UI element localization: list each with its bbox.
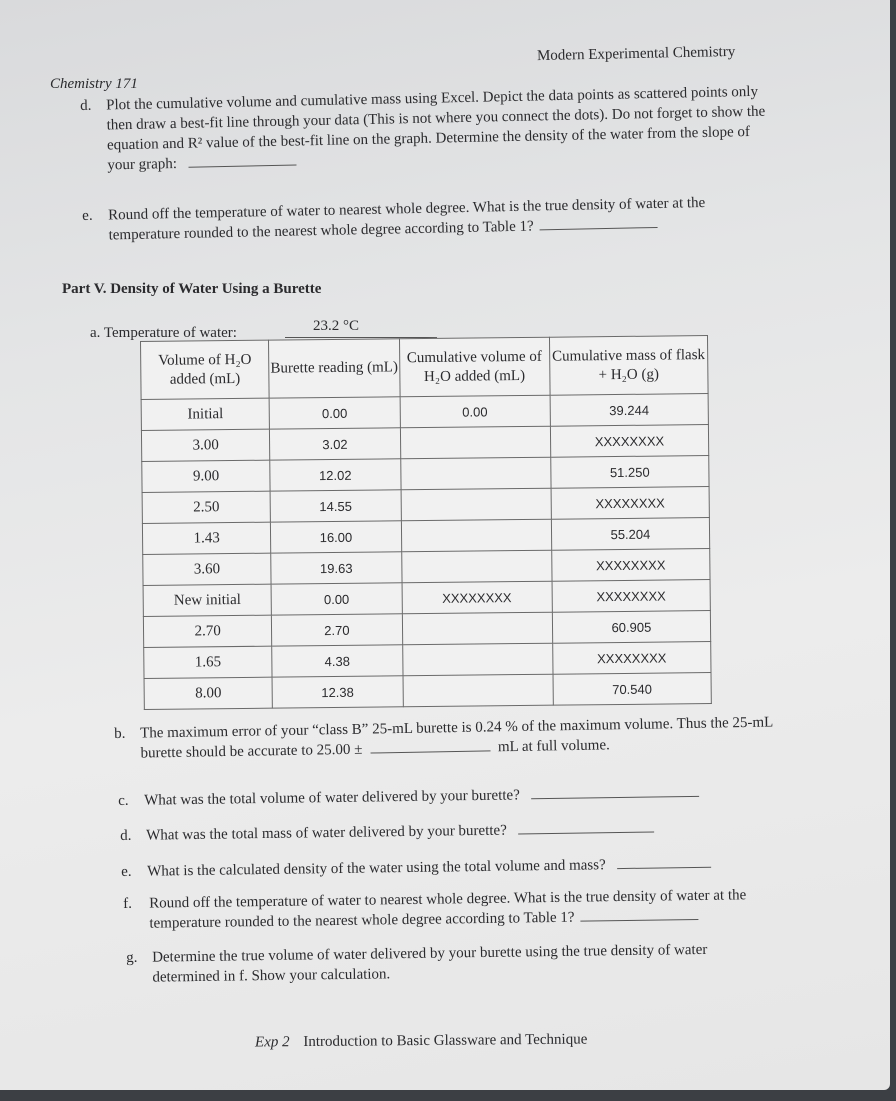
page-footer <box>255 1032 587 1052</box>
question-text-after: mL at full volume. <box>497 737 610 756</box>
cell-volume-added: 3.00 <box>141 429 270 461</box>
cell-volume-added: 9.00 <box>142 460 271 492</box>
cell-burette-reading: 14.55 <box>270 490 401 522</box>
question-text: The maximum error of your “class B” 25-mL burette is 0.24 % of the maximum volume. Thus the 25-mL burette should be accurate to 25.00 ± <box>140 714 773 762</box>
cell-cumulative-mass: 70.540 <box>553 673 712 706</box>
cell-volume-added: New initial <box>143 584 272 616</box>
cell-cumulative-mass: XXXXXXXX <box>550 425 709 458</box>
question-text: Determine the true volume of water delivered by your burette using the true density of water determined in f. Show your calculation. <box>152 941 708 986</box>
question-d <box>120 817 780 844</box>
cell-volume-added: Initial <box>141 398 270 430</box>
question-text: Round off the temperature of water to nearest whole degree. What is the true density of water at the temperature rounded to the nearest whole degree according to Table 1? <box>108 194 706 244</box>
cell-cumulative-mass: XXXXXXXX <box>552 580 711 613</box>
answer-blank[interactable] <box>617 855 711 869</box>
header-burette-reading: Burette reading (mL) <box>269 339 400 398</box>
cell-cumulative-mass: 39.244 <box>550 394 709 427</box>
cell-volume-added: 2.70 <box>143 615 272 647</box>
answer-blank[interactable] <box>580 907 698 922</box>
question-mark: c. <box>118 792 129 809</box>
cell-cumulative-volume[interactable] <box>402 612 553 645</box>
cell-cumulative-volume[interactable] <box>401 519 552 552</box>
cell-burette-reading: 0.00 <box>269 397 400 429</box>
question-mark: e. <box>82 207 93 224</box>
cell-volume-added: 1.43 <box>142 522 271 554</box>
question-d-top <box>80 82 770 174</box>
header-cumulative-mass: Cumulative mass of flask + H₂O (g) <box>549 336 708 396</box>
question-mark: b. <box>114 725 126 742</box>
cell-volume-added: 8.00 <box>144 677 273 709</box>
question-text: What was the total mass of water delivered by your burette? <box>146 822 507 844</box>
answer-blank[interactable] <box>518 820 654 835</box>
question-mark: g. <box>126 949 138 966</box>
question-e <box>121 853 781 880</box>
question-mark: e. <box>121 863 132 880</box>
cell-cumulative-volume[interactable] <box>402 643 553 676</box>
question-mark: f. <box>123 895 133 912</box>
question-f <box>123 885 773 932</box>
cell-burette-reading: 16.00 <box>271 521 402 553</box>
cell-burette-reading: 19.63 <box>271 552 402 584</box>
answer-blank[interactable] <box>531 784 699 799</box>
question-text: What was the total volume of water delivered by your burette? <box>144 787 520 809</box>
cell-burette-reading: 0.00 <box>271 583 402 615</box>
question-text: What is the calculated density of the water using the total volume and mass? <box>147 857 606 880</box>
question-mark: d. <box>80 97 92 114</box>
question-e-top <box>82 192 772 244</box>
cell-cumulative-mass: XXXXXXXX <box>552 642 711 675</box>
cell-burette-reading: 4.38 <box>272 645 403 677</box>
cell-burette-reading: 12.02 <box>270 459 401 491</box>
answer-blank[interactable] <box>189 152 297 167</box>
book-title: Modern Experimental Chemistry <box>536 43 736 65</box>
cell-cumulative-volume[interactable] <box>400 426 551 459</box>
temperature-value[interactable]: 23.2 °C <box>285 318 437 338</box>
cell-cumulative-volume[interactable] <box>401 488 552 521</box>
table-header-row <box>141 336 709 400</box>
cell-volume-added: 2.50 <box>142 491 271 523</box>
header-volume-added: Volume of H₂O added (mL) <box>141 340 270 399</box>
question-c <box>118 782 778 809</box>
cell-cumulative-mass: 60.905 <box>552 611 711 644</box>
course-title: Chemistry 171 <box>50 76 138 92</box>
cell-cumulative-mass: 55.204 <box>551 518 710 551</box>
footer-title: Introduction to Basic Glassware and Technique <box>303 1031 588 1051</box>
question-mark: d. <box>120 827 132 844</box>
cell-volume-added: 3.60 <box>143 553 272 585</box>
question-b <box>114 712 774 762</box>
table-row <box>144 673 711 710</box>
cell-burette-reading: 2.70 <box>272 614 403 646</box>
cell-cumulative-mass: 51.250 <box>551 456 710 489</box>
question-text: Round off the temperature of water to nearest whole degree. What is the true density of water at the temperature rounded to the nearest whole degree according to Table 1? <box>149 887 747 932</box>
answer-blank[interactable] <box>370 738 490 753</box>
cell-cumulative-volume[interactable] <box>401 550 552 583</box>
question-g <box>126 939 776 986</box>
footer-exp-number: Exp 2 <box>254 1034 290 1051</box>
temperature-label: a. Temperature of water: <box>90 325 237 341</box>
cell-burette-reading: 12.38 <box>272 676 403 708</box>
cell-cumulative-mass: XXXXXXXX <box>551 487 710 520</box>
cell-cumulative-volume: XXXXXXXX <box>402 581 553 614</box>
cell-cumulative-volume[interactable] <box>403 674 554 707</box>
burette-data-table <box>140 335 712 710</box>
cell-volume-added: 1.65 <box>144 646 273 678</box>
answer-blank[interactable] <box>539 215 657 230</box>
part-v-title: Part V. Density of Water Using a Burette <box>62 281 322 297</box>
cell-burette-reading: 3.02 <box>270 428 401 460</box>
header-cumulative-volume: Cumulative volume of H₂O added (mL) <box>399 337 550 397</box>
cell-cumulative-volume[interactable] <box>400 457 551 490</box>
cell-cumulative-volume[interactable]: 0.00 <box>400 395 551 428</box>
question-text: Plot the cumulative volume and cumulative mass using Excel. Depict the data points as scattered points only then draw a best-fit line through your data (This is not where you connect the dots). Do not forget to show the equation and R² value of the best-fit line on the graph. Determine the density of the water from the slope of your graph: <box>106 83 766 174</box>
cell-cumulative-mass: XXXXXXXX <box>551 549 710 582</box>
